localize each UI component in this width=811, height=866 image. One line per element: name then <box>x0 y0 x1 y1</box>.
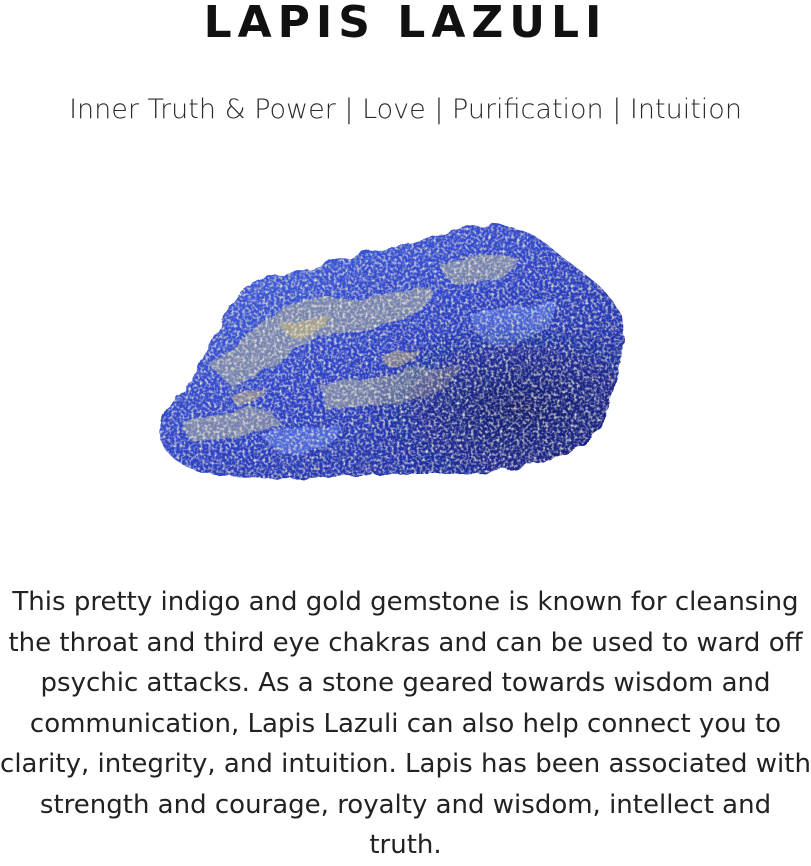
stone-description: This pretty indigo and gold gemstone is known for cleansing the throat and third eye chakras and can be used to ward off psychic attacks. As a stone geared towards wisdom and communication, Lapis Lazuli can also help connect you to clarity, integrity, and intuition. Lapis has been associated with strength and courage, royalty and wisdom, intellect and truth. <box>0 587 811 860</box>
lapis-lazuli-stone-icon <box>140 205 650 505</box>
page-title: LAPIS LAZULI <box>203 0 608 48</box>
stone-properties: Inner Truth & Power | Love | Purification | Intuition <box>69 94 742 125</box>
